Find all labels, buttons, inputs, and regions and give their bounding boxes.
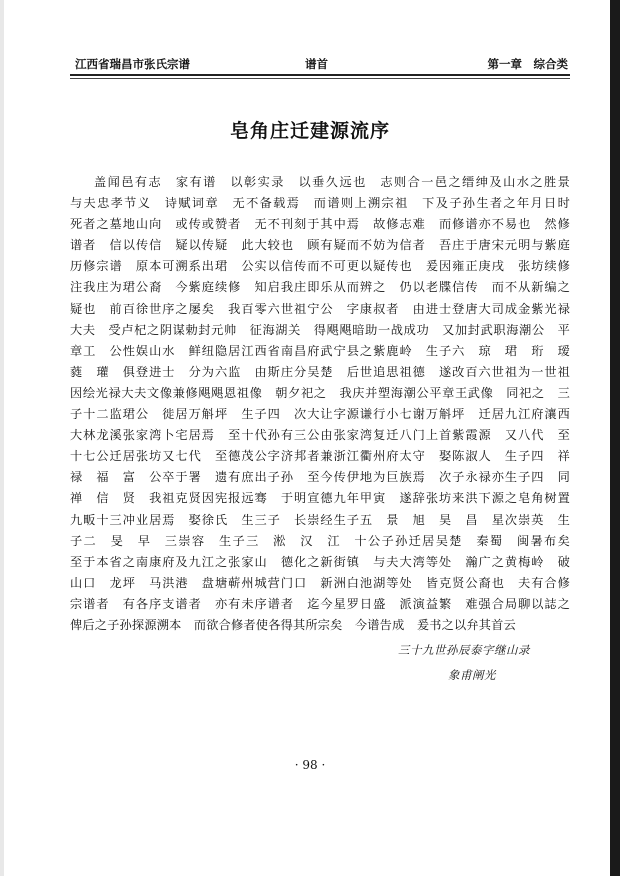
preface-body xyxy=(70,172,570,636)
page-number: · 98 · xyxy=(294,758,326,772)
text-line: 九畈十三冲业居焉 娶徐氏 生三子 长崇经生子五 景 旭 昊 昌 星次崇英 生 xyxy=(70,512,570,527)
text-line: 盖闻邑有志 家有谱 以彰实录 以垂久远也 志则合一邑之缙绅及山水之胜景 xyxy=(94,175,570,189)
header-chapter: 第一章 综合类 xyxy=(487,57,568,71)
text-line: 十七公迁居张坊又七代 至德茂公字济邦者兼浙江衢州府太守 娶陈淑人 生子四 祥 xyxy=(70,449,570,464)
text-line: 死者之墓地山向 或传或赞者 无不刊刻于其中焉 故修志难 而修谱亦不易也 然修 xyxy=(70,217,570,232)
text-line: 谱者 信以传信 疑以传疑 此大较也 顾有疑而不妨为信者 吾庄于唐宋元明与紫庭 xyxy=(70,238,570,253)
text-line: 大林龙溪张家湾卜宅居焉 至十代孙有三公由张家湾复迁八门上首紫霞源 又八代 至 xyxy=(70,428,570,443)
header-section: 谱首 xyxy=(305,57,328,71)
text-line: 禄 福 富 公卒于署 遗有庶出子孙 至今传伊地为巨族焉 次子永禄亦生子四 同 xyxy=(70,470,570,485)
signature-note: 象甫阐光 xyxy=(448,668,496,682)
text-line: 山口 龙坪 马洪港 盘塘蕲州城营门口 新洲白池湖等处 皆克贤公裔也 夫有合修 xyxy=(70,575,570,590)
text-line: 与夫忠孝节义 诗赋词章 无不备载焉 而谱则上溯宗祖 下及子孙生者之年月日时 xyxy=(70,196,570,211)
text-line: 俾后之子孙探源溯本 而欲合修者使各得其所宗矣 今谱告成 爰书之以弁其首云 xyxy=(70,617,516,632)
page-title: 皂角庄迁建源流序 xyxy=(229,120,390,142)
header-rule-thin xyxy=(70,78,570,79)
header-book-title: 江西省瑞昌市张氏宗谱 xyxy=(75,57,190,71)
text-line: 因绘光禄大夫文像兼修飓飓恩祖像 朝夕祀之 我庆并塑海潮公平章王武像 同祀之 三 xyxy=(70,385,570,400)
running-header xyxy=(75,56,568,74)
text-line: 至于本省之南康府及九江之张家山 德化之新街镇 与夫大湾等处 瀚广之黄梅岭 破 xyxy=(70,554,570,569)
text-line: 章工 公性娱山水 鲜纽隐居江西省南昌府武宁县之紫鹿岭 生子六 琼 珺 珩 瑷 xyxy=(70,343,570,358)
signature-author: 三十九世孙辰泰字继山录 xyxy=(398,643,530,657)
text-line: 子十二监珺公 徙居万斛坪 生子四 次大让字源谦行小七谢万斛坪 迁居九江府瀼西 xyxy=(70,407,570,422)
text-line: 疑也 前百徐世序之屡矣 我百零六世祖宁公 字康叔者 由进士登唐大司成金紫光禄 xyxy=(70,301,570,316)
text-line: 注我庄为珺公裔 今紫庭续修 知启我庄即乐从而辨之 仍以老牒信传 而不从新编之 xyxy=(70,280,570,295)
text-line: 禅 信 贤 我祖克贤因宪报远骞 于明宣德九年甲寅 遂辞张坊来洪下源之皂角树置 xyxy=(70,491,570,506)
text-line: 宗谱者 有各序支谱者 亦有未序谱者 迄今星罗日盛 派演益繁 难强合局聊以誌之 xyxy=(70,596,570,611)
text-line: 蕤 瓘 俱登进士 分为六监 由斯庄分吴楚 后世追思祖德 遂改百六世祖为一世祖 xyxy=(70,364,570,379)
text-line: 历修宗谱 原本可溯系出珺 公实以信传而不可更以疑传也 爰因雍正庚戌 张坊续修 xyxy=(70,259,570,274)
header-rule-thick xyxy=(70,74,570,76)
text-line: 大夫 受卢杞之阴谋勅封元帅 征海湖关 得飓飓暗助一战成功 又加封武职海潮公 平 xyxy=(70,322,570,337)
text-line: 子二 旻 早 三崇容 生子三 淞 汉 江 十公子孙迁居吴楚 秦蜀 闽暑布矣 xyxy=(70,533,570,548)
